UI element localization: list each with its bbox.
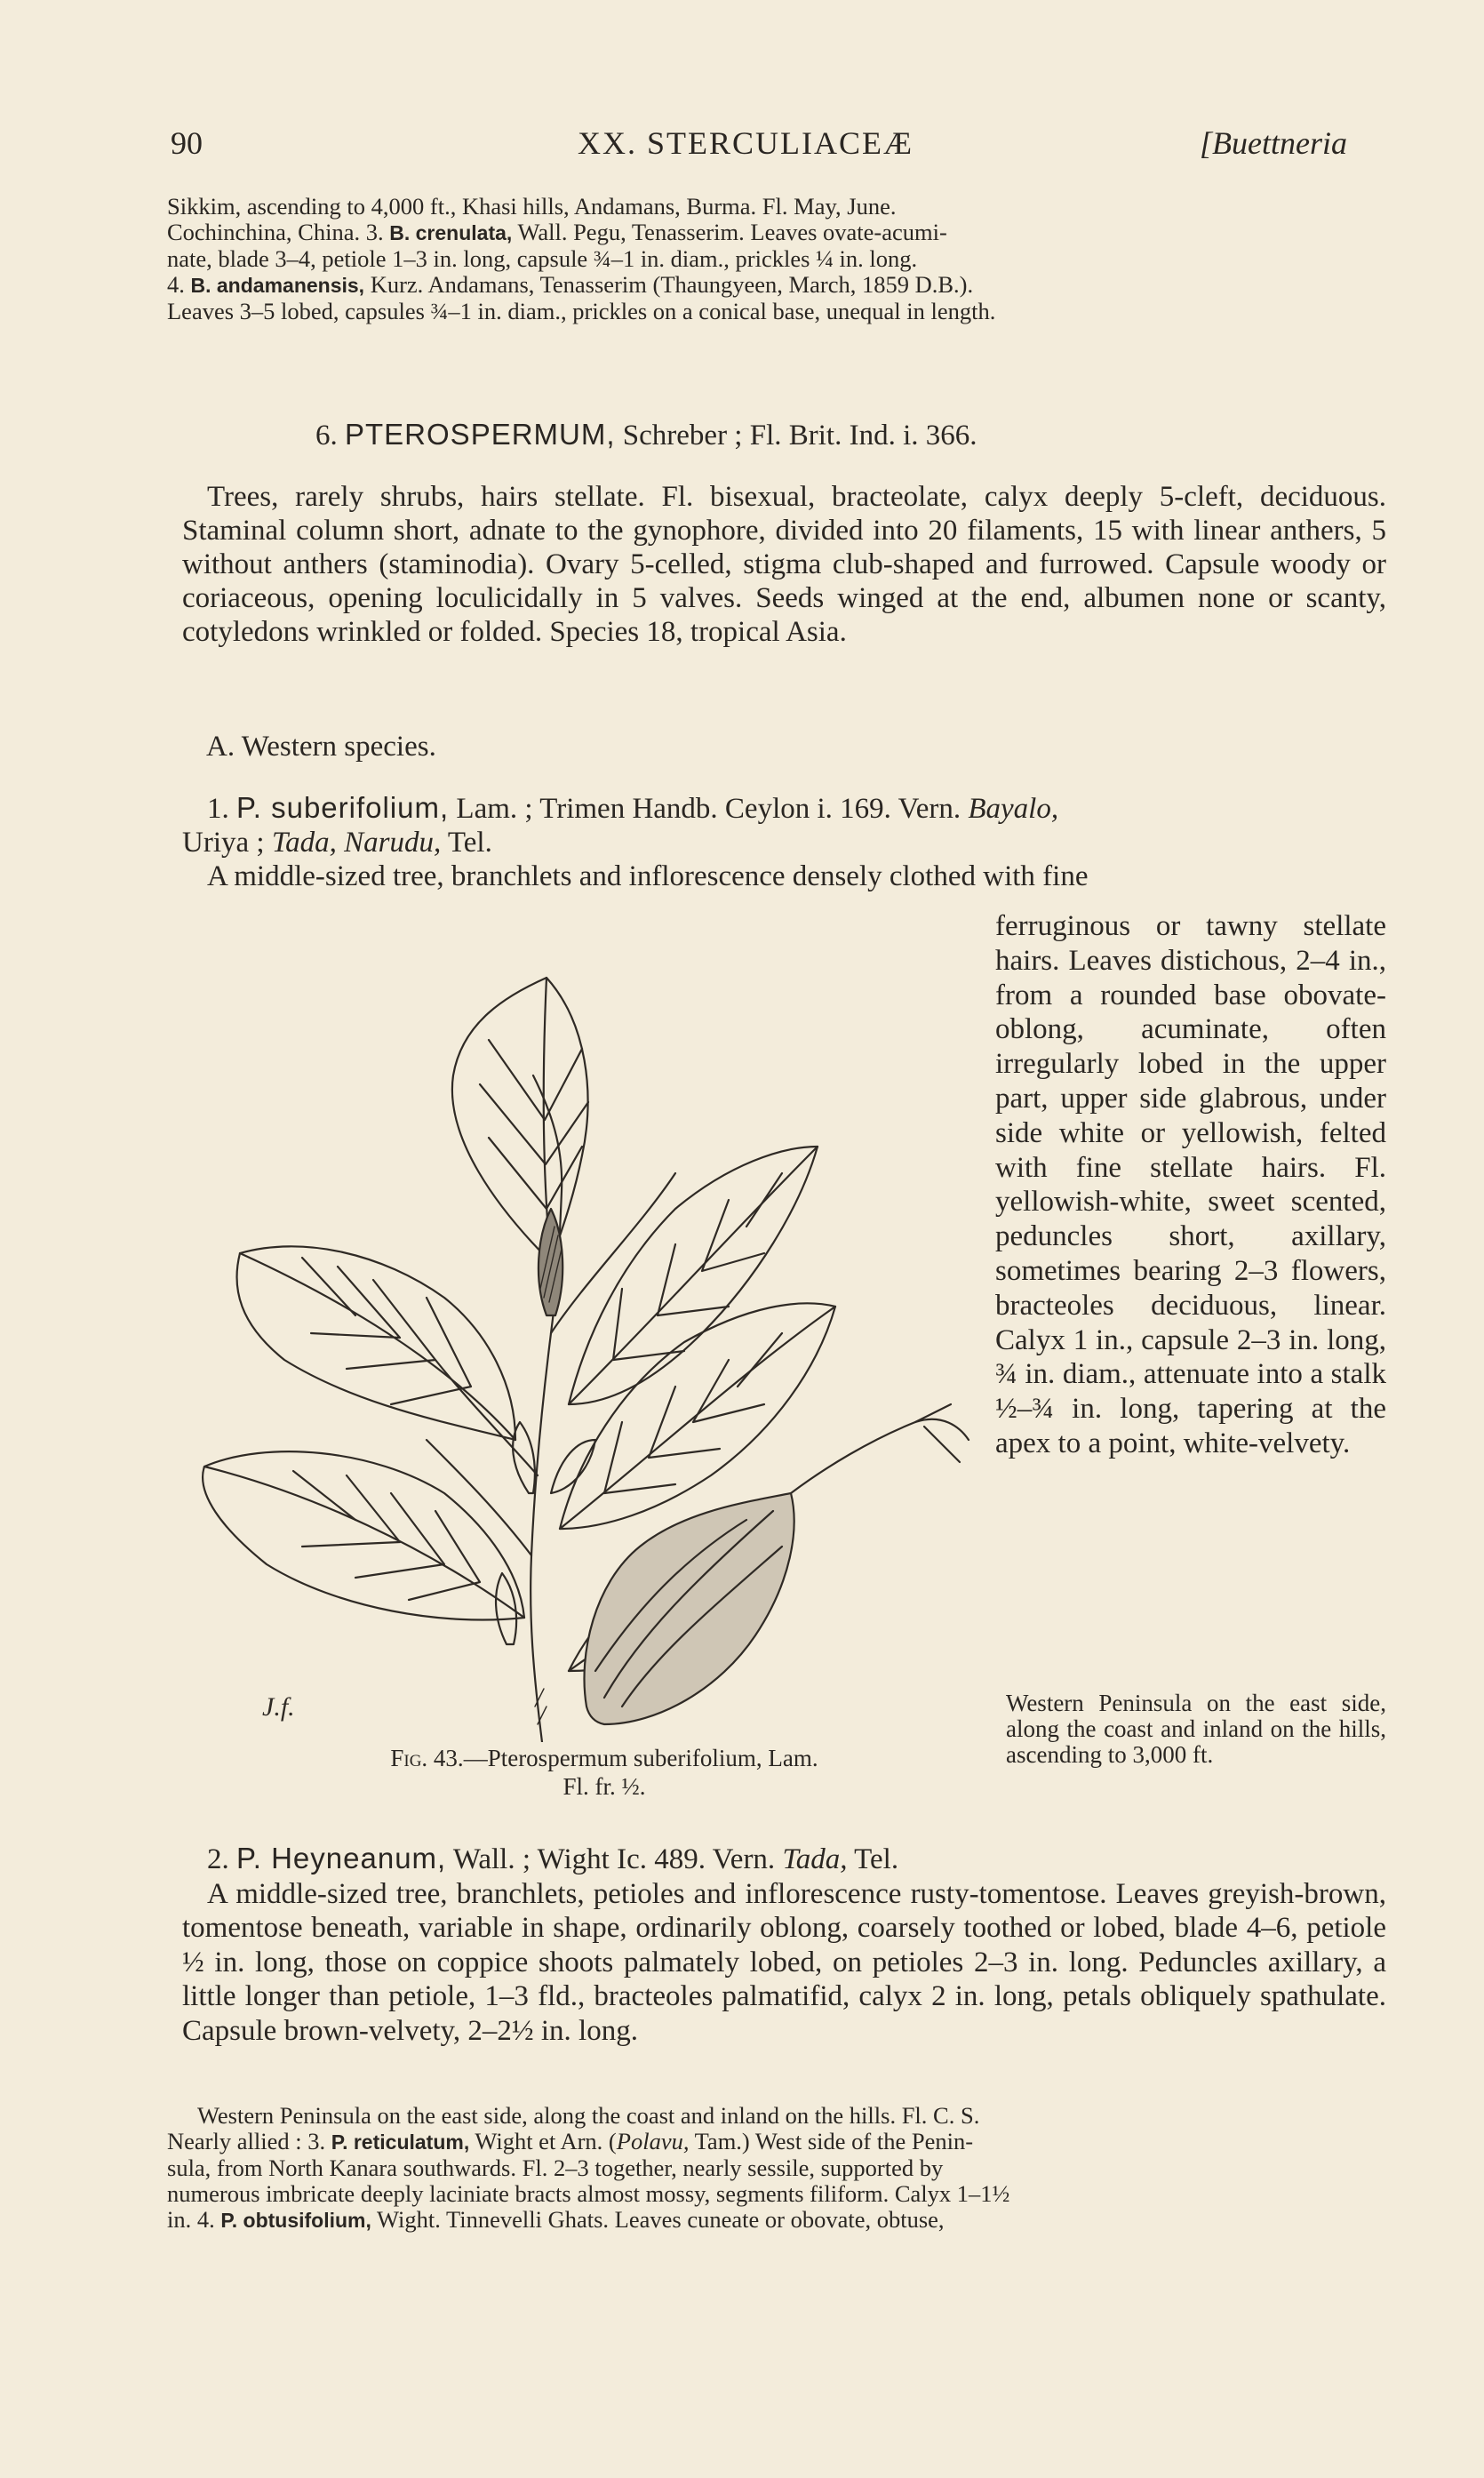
caption-line — [293, 1744, 915, 1772]
text-line — [182, 826, 1386, 859]
leaf — [237, 1246, 515, 1440]
footnote-paragraph — [167, 2103, 1386, 2234]
vernacular-name: Tada, Narudu, — [271, 827, 442, 859]
vernacular-name: Bayalo, — [968, 793, 1059, 825]
text-line — [167, 2129, 1386, 2155]
text-span: Wight. Tinnevelli Ghats. Leaves cuneate or obovate, obtuse, — [371, 2206, 945, 2233]
vernacular-name: Polavu, — [616, 2128, 690, 2154]
text-span: Tel. — [847, 1843, 899, 1875]
text-span: Kurz. Andamans, Tenasserim (Thaungyeen, March, 1859 D.B.). — [364, 271, 974, 298]
text-line: sula, from North Kanara southwards. Fl. 2–3 together, nearly sessile, supported by — [167, 2154, 944, 2181]
stem — [531, 1075, 562, 1742]
running-genus: [Buettneria — [1200, 125, 1347, 161]
vernacular-name: Tada, — [782, 1843, 848, 1875]
text-span: 4. — [167, 271, 191, 298]
text-line — [167, 220, 1386, 246]
capsule — [585, 1493, 794, 1724]
species-2-description: A middle-sized tree, branchlets, petioles and inflorescence rusty-tomentose. Leaves greyish-brown, tomentose beneath, variable in shape, ordinarily oblong, coarsely toothed or lobed, blade 4–6, petiole ½ in. long, those on coppice shoots palmately lobed, on petioles 2–3 in. long. Peduncles axillary, a little longer than petiole, 1–3 fld., bracteoles palmatifid, calyx 2 in. long, petals obliquely spathulate. Capsule brown-velvety, 2–2½ in. long. — [182, 1877, 1386, 2047]
species-name: P. reticulatum, — [331, 2130, 470, 2154]
figure-caption — [293, 1744, 915, 1801]
artist-mark: J.f. — [262, 1692, 295, 1722]
text-span: 2. — [207, 1843, 236, 1875]
text-line: Western Peninsula on the east side, along the coast and inland on the hills. Fl. C. S. — [197, 2102, 980, 2129]
text-span: 1. — [207, 793, 236, 825]
species-2 — [182, 1842, 1386, 2048]
genus-name: PTEROSPERMUM, — [345, 418, 616, 451]
branch — [551, 1173, 675, 1333]
page-number: 90 — [171, 125, 203, 161]
genus-heading — [315, 418, 977, 452]
text-span: Nearly allied : 3. — [167, 2128, 331, 2154]
branch — [435, 1360, 538, 1475]
text-span: Wight et Arn. ( — [469, 2128, 617, 2154]
leaf — [203, 1451, 524, 1619]
species-1-description — [995, 909, 1386, 1461]
genus-number: 6. — [315, 420, 345, 452]
top-paragraph — [167, 194, 1386, 324]
species-name: P. Heyneanum, — [236, 1842, 447, 1874]
text-line: numerous imbricate deeply laciniate bracts almost mossy, segments filiform. Calyx 1–1½ — [167, 2180, 1010, 2207]
text-span: Tel. — [441, 827, 492, 859]
text-line: nate, blade 3–4, petiole 1–3 in. long, capsule ¾–1 in. diam., prickles ¼ in. long. — [167, 245, 918, 272]
illustration-svg — [178, 942, 977, 1742]
text-line: A middle-sized tree, branchlets and inflorescence densely clothed with fine — [207, 860, 1089, 892]
species-2-heading — [182, 1842, 1386, 1877]
botanical-illustration — [178, 942, 977, 1742]
caption-line: Fl. fr. ½. — [562, 1773, 646, 1800]
text-span: Uriya ; — [182, 827, 272, 859]
capsule-stalk — [791, 1419, 969, 1493]
species-1-distribution — [1006, 1691, 1386, 1768]
species-1-description-text: ferruginous or tawny stellate hairs. Leaves distichous, 2–4 in., from a rounded base obovate-oblong, acuminate, often irregularly lobed in the upper part, upper side glabrous, under side white or yellowish, felted with fine stellate hairs. Fl. yellowish-white, sweet scented, peduncles short, axillary, sometimes bearing 2–3 flowers, bracteoles deciduous, linear. Calyx 1 in., capsule 2–3 in. long, ¾ in. diam., attenuate into a stalk ½–¾ in. long, tapering at the apex to a point, white-velvety. — [995, 910, 1386, 1459]
genus-description-text: Trees, rarely shrubs, hairs stellate. Fl. bisexual, bracteolate, calyx deeply 5-cleft, deciduous. Staminal column short, adnate to the gynophore, divided into 20 filaments, 15 with linear anthers, 5 without anthers (staminodia). Ovary 5-celled, stigma club-shaped and furrowed. Capsule woody or coriaceous, opening loculicidally in 5 valves. Seeds winged at the end, albumen none or scanty, cotyledons wrinkled or folded. Species 18, tropical Asia. — [182, 481, 1386, 648]
distribution-text: Western Peninsula on the east side, along the coast and inland on the hills, ascending to 3,000 ft. — [1006, 1690, 1386, 1768]
genus-description — [182, 480, 1386, 649]
text-span: Lam. ; Trimen Handb. Ceylon i. 169. Vern. — [449, 793, 969, 825]
text-line: Sikkim, ascending to 4,000 ft., Khasi hills, Andamans, Burma. Fl. May, June. — [167, 193, 897, 220]
section-heading: A. Western species. — [206, 731, 436, 763]
figure-label: Fig. 43. — [390, 1745, 464, 1771]
running-title: XX. STERCULIACEÆ — [578, 125, 914, 161]
text-line — [167, 2207, 1386, 2234]
caption-text: —Pterospermum suberifolium, Lam. — [463, 1745, 818, 1771]
text-span: in. 4. — [167, 2206, 221, 2233]
species-name: P. obtusifolium, — [220, 2209, 371, 2232]
text-line: Leaves 3–5 lobed, capsules ¾–1 in. diam., prickles on a conical base, unequal in length. — [167, 298, 996, 324]
text-span: Wall. ; Wight Ic. 489. Vern. — [446, 1843, 783, 1875]
branch — [427, 1440, 531, 1555]
text-line — [167, 272, 1386, 299]
species-name: B. crenulata, — [389, 221, 513, 244]
genus-reference: Schreber ; Fl. Brit. Ind. i. 366. — [615, 420, 977, 452]
text-span: Tam.) West side of the Penin- — [689, 2128, 974, 2154]
species-name: B. andamanensis, — [190, 274, 365, 297]
species-1-heading — [182, 791, 1386, 893]
text-line — [182, 791, 1386, 826]
text-span: Wall. Pegu, Tenasserim. Leaves ovate-acumi- — [512, 219, 947, 245]
species-name: P. suberifolium, — [236, 791, 450, 824]
leaf — [452, 978, 588, 1262]
text-span: Cochinchina, China. 3. — [167, 219, 390, 245]
